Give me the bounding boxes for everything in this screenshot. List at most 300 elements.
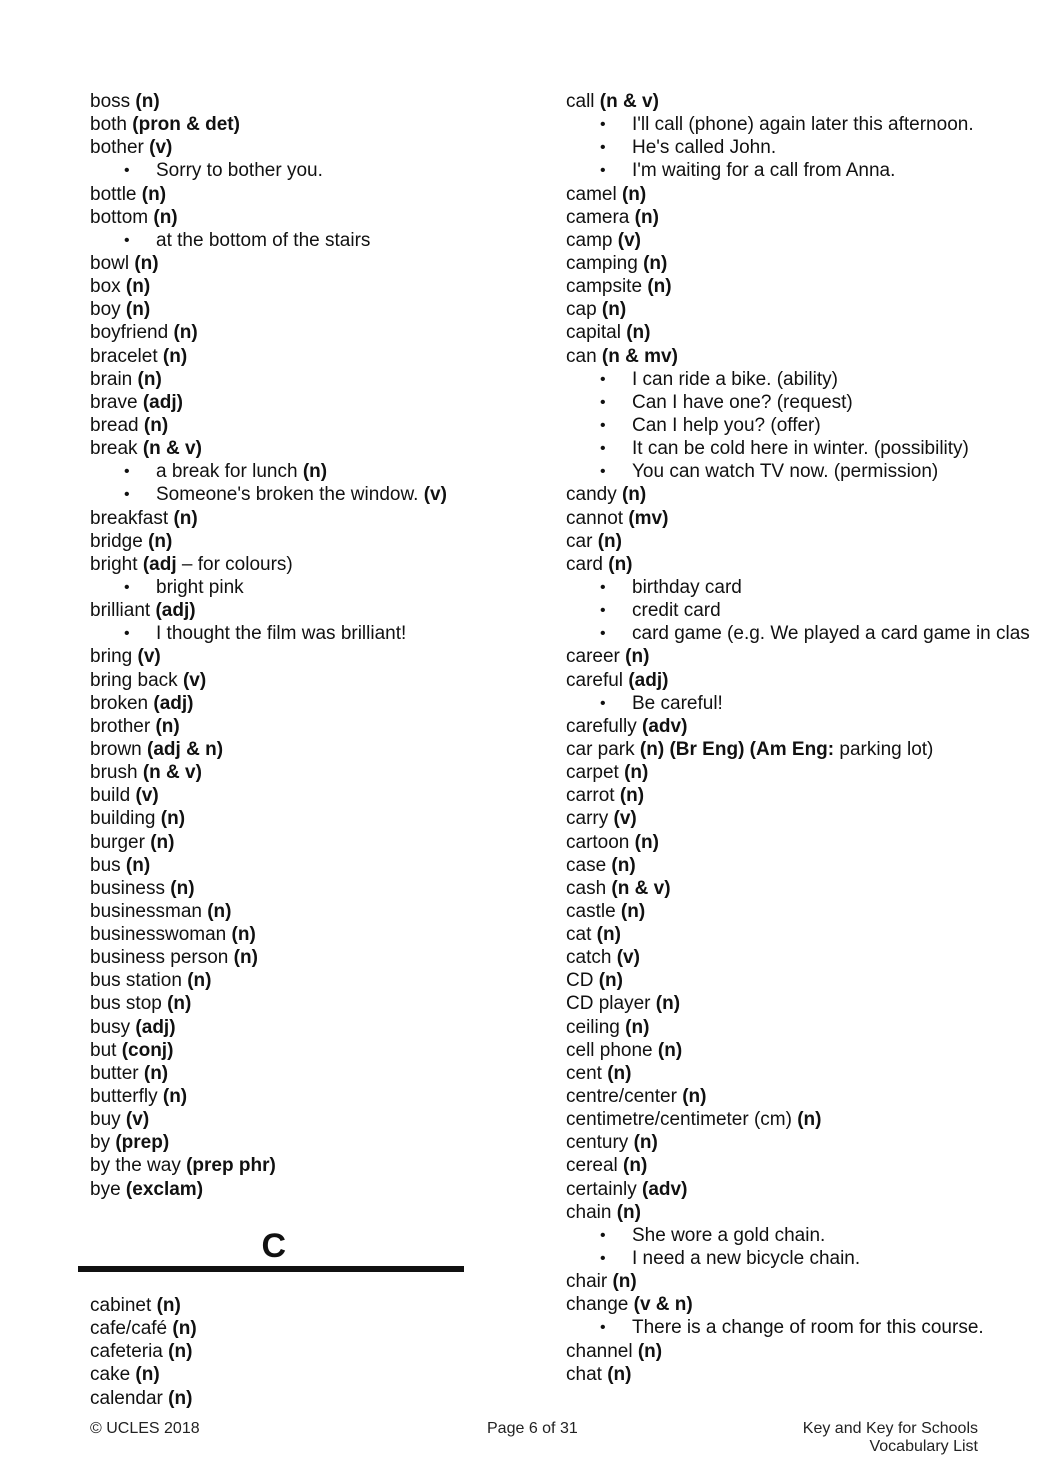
part-of-speech: (n) (207, 900, 232, 922)
headword: bowl (90, 252, 130, 274)
vocab-entry (566, 90, 1050, 113)
vocab-entry (90, 738, 490, 761)
headword: boy (90, 299, 121, 321)
headword: brother (90, 715, 151, 737)
example-text: I need a new bicycle chain. (632, 1248, 861, 1270)
vocab-entry (566, 345, 1050, 368)
vocab-entry (566, 1201, 1050, 1224)
headword: boyfriend (90, 322, 169, 344)
example-line (90, 460, 490, 483)
vocab-entry (90, 946, 490, 969)
headword: bright (90, 553, 138, 575)
vocab-entry (90, 831, 490, 854)
example-line (566, 391, 1050, 414)
vocab-entry (566, 1039, 1050, 1062)
example-line (566, 414, 1050, 437)
vocab-entry (566, 645, 1050, 668)
vocab-entry (90, 345, 490, 368)
example-line (90, 483, 490, 506)
headword: burger (90, 831, 145, 853)
vocab-entry (566, 831, 1050, 854)
part-of-speech: (n) (231, 924, 256, 946)
example-line (566, 622, 1050, 645)
part-of-speech: (n) (598, 970, 623, 992)
vocab-entry (566, 1062, 1050, 1085)
part-of-speech: (n) (616, 1201, 641, 1223)
vocab-entry (90, 183, 490, 206)
part-of-speech: (n) (637, 1340, 663, 1362)
vocab-entry (566, 483, 1050, 506)
part-of-speech: (n) (633, 1132, 658, 1154)
part-of-speech: (n & v) (611, 877, 671, 899)
vocab-entry (90, 1363, 490, 1386)
part-of-speech: (adj & n) (147, 738, 224, 760)
headword: carefully (566, 715, 637, 737)
example-text: Can I have one? (request) (632, 391, 853, 413)
vocab-entry (90, 807, 490, 830)
vocab-entry (90, 784, 490, 807)
part-of-speech: (n) (643, 252, 668, 274)
part-of-speech: (n) (162, 345, 188, 367)
part-of-speech: (n) (596, 924, 621, 946)
example-text: card game (e.g. We played a card game in clas (632, 623, 1030, 645)
vocab-entry (566, 206, 1050, 229)
vocab-entry (566, 1293, 1050, 1316)
example-text: He's called John. (632, 137, 777, 159)
part-of-speech: (n) (597, 530, 622, 552)
part-of-speech: (n) (125, 854, 151, 876)
headword: bottle (90, 183, 137, 205)
part-of-speech: (n) (621, 484, 647, 506)
headword: cap (566, 299, 597, 321)
headword: but (90, 1039, 117, 1061)
headword: cabinet (90, 1295, 152, 1316)
part-of-speech: (n) (135, 1364, 160, 1386)
example-text: I thought the film was brilliant! (156, 623, 407, 645)
example-line (566, 1247, 1050, 1270)
vocab-entry (566, 1108, 1050, 1131)
headword: CD player (566, 993, 651, 1015)
headword: certainly (566, 1178, 637, 1200)
vocab-entry (566, 738, 1050, 761)
headword: chain (566, 1201, 612, 1223)
headword: century (566, 1132, 629, 1154)
part-of-speech: (adj (142, 553, 177, 575)
part-of-speech: (adv) (642, 1178, 688, 1200)
part-of-speech: (n) (153, 206, 178, 228)
headword: cat (566, 924, 592, 946)
headword: cartoon (566, 831, 630, 853)
part-of-speech: (n & mv) (601, 345, 678, 367)
part-of-speech: (n) (302, 461, 328, 483)
headword: CD (566, 970, 594, 992)
headword: bread (90, 414, 139, 436)
headword: brilliant (90, 600, 151, 622)
vocab-entry (566, 507, 1050, 530)
vocab-entry (90, 645, 490, 668)
headword: boss (90, 91, 131, 112)
vocab-entry (90, 992, 490, 1015)
part-of-speech: (n) (168, 1341, 193, 1363)
headword: car (566, 530, 593, 552)
vocab-entry (566, 923, 1050, 946)
headword: cannot (566, 507, 624, 529)
headword: chair (566, 1271, 608, 1293)
vocab-entry (90, 1154, 490, 1177)
vocab-entry (90, 1131, 490, 1154)
vocab-entry (90, 1340, 490, 1363)
headword: both (90, 114, 127, 136)
example-line (90, 229, 490, 252)
example-line (566, 159, 1050, 182)
part-of-speech: (n) (655, 993, 681, 1015)
example-text: She wore a gold chain. (632, 1224, 826, 1246)
part-of-speech: (n) (619, 785, 645, 807)
vocab-entry (90, 113, 490, 136)
headword: break (90, 438, 138, 460)
vocab-entry (90, 275, 490, 298)
example-text: I can ride a bike. (ability) (632, 368, 838, 390)
vocab-entry (90, 298, 490, 321)
part-of-speech: (n) (125, 299, 151, 321)
example-text: It can be cold here in winter. (possibility) (632, 438, 969, 460)
vocab-entry (90, 1108, 490, 1131)
example-text: Someone's broken the window. (156, 484, 419, 506)
part-of-speech: (v) (616, 947, 640, 969)
part-of-speech: (n) (134, 252, 159, 274)
vocab-entry (90, 437, 490, 460)
part-of-speech: (v) (613, 808, 637, 830)
vocab-entry (566, 1178, 1050, 1201)
vocab-entry (90, 1016, 490, 1039)
vocab-entry (566, 553, 1050, 576)
part-of-speech: (v) (182, 669, 207, 691)
headword: centimetre/centimeter (cm) (566, 1109, 792, 1131)
part-of-speech: (n) (135, 91, 160, 112)
part-of-speech: (n) (657, 1039, 683, 1061)
vocab-entry (90, 715, 490, 738)
headword: bother (90, 137, 144, 159)
part-of-speech: (n) (137, 368, 162, 390)
headword: cell phone (566, 1039, 653, 1061)
example-line (566, 1224, 1050, 1247)
part-of-speech: (n) (160, 808, 186, 830)
part-of-speech: (v) (423, 484, 447, 506)
vocab-entry (90, 900, 490, 923)
vocab-entry (566, 761, 1050, 784)
headword: bring (90, 646, 133, 668)
example-line (566, 576, 1050, 599)
headword: brown (90, 738, 142, 760)
headword: business (90, 877, 165, 899)
headword: career (566, 646, 620, 668)
headword: change (566, 1294, 629, 1316)
example-text: credit card (632, 600, 721, 622)
vocab-entry (566, 969, 1050, 992)
vocab-entry (90, 923, 490, 946)
headword: butter (90, 1062, 139, 1084)
example-text: bright pink (156, 576, 244, 598)
part-of-speech: (n) (233, 947, 258, 969)
vocab-entry (566, 1016, 1050, 1039)
headword: brave (90, 391, 138, 413)
part-of-speech: (prep) (115, 1132, 170, 1154)
headword: catch (566, 947, 612, 969)
part-of-speech: (adv) (642, 715, 688, 737)
vocab-entry (90, 136, 490, 159)
headword: bus stop (90, 993, 162, 1015)
vocab-entry (90, 1178, 490, 1201)
vocab-entry (566, 877, 1050, 900)
headword: ceiling (566, 1016, 620, 1038)
part-of-speech: (n) (187, 970, 212, 992)
vocab-entry (90, 969, 490, 992)
headword: castle (566, 900, 616, 922)
vocab-entry (90, 1062, 490, 1085)
example-text: I'm waiting for a call from Anna. (632, 160, 896, 182)
vocab-entry (566, 298, 1050, 321)
part-of-speech: (n) (155, 715, 180, 737)
part-of-speech: (adj) (155, 600, 196, 622)
vocab-entry (90, 1085, 490, 1108)
part-of-speech: (v) (149, 137, 173, 159)
headword: calendar (90, 1387, 163, 1409)
part-of-speech: (n) (682, 1086, 707, 1108)
part-of-speech: (n & v) (142, 438, 202, 460)
headword: centre/center (566, 1086, 677, 1108)
example-line (566, 368, 1050, 391)
example-text: Can I help you? (offer) (632, 414, 821, 436)
vocab-entry (90, 368, 490, 391)
vocab-entry (90, 90, 490, 113)
vocab-entry (90, 1039, 490, 1062)
headword: chat (566, 1363, 602, 1385)
headword: bus (90, 854, 121, 876)
vocab-entry (566, 1340, 1050, 1363)
headword: cafe/café (90, 1318, 168, 1340)
part-of-speech: (n) (608, 553, 633, 575)
example-line (90, 622, 490, 645)
part-of-speech: (v & n) (633, 1294, 693, 1316)
headword: carrot (566, 785, 615, 807)
headword: businessman (90, 900, 202, 922)
example-text: There is a change of room for this course. (632, 1317, 984, 1339)
part-of-speech: (n) (148, 530, 173, 552)
part-of-speech: (n) (125, 276, 151, 298)
vocab-entry (90, 553, 490, 576)
vocab-entry (566, 992, 1050, 1015)
part-of-speech: (n) (150, 831, 175, 853)
vocab-entry (90, 206, 490, 229)
vocab-entry (566, 854, 1050, 877)
part-of-speech: (n) (607, 1062, 632, 1084)
vocab-entry (566, 1085, 1050, 1108)
usage-note: parking lot) (834, 738, 934, 760)
part-of-speech: (n & v) (142, 762, 202, 784)
vocab-entry (90, 507, 490, 530)
vocab-entry (90, 391, 490, 414)
example-text: Sorry to bother you. (156, 160, 323, 182)
example-line (566, 599, 1050, 622)
example-text: a break for lunch (156, 461, 298, 483)
vocab-entry (566, 252, 1050, 275)
vocab-entry (566, 1363, 1050, 1386)
headword: cake (90, 1364, 131, 1386)
vocab-entry (566, 715, 1050, 738)
part-of-speech: (conj) (121, 1039, 174, 1061)
left-column-c (90, 1294, 490, 1410)
headword: campsite (566, 276, 643, 298)
headword: by the way (90, 1155, 181, 1177)
example-text: You can watch TV now. (permission) (632, 461, 939, 483)
part-of-speech: (n) (172, 1318, 197, 1340)
headword: bring back (90, 669, 178, 691)
vocab-entry (566, 784, 1050, 807)
headword: businesswoman (90, 924, 227, 946)
headword: breakfast (90, 507, 169, 529)
part-of-speech: (n) (625, 1016, 650, 1038)
example-line (90, 576, 490, 599)
headword: brain (90, 368, 133, 390)
part-of-speech: (n) (626, 322, 651, 344)
example-text: birthday card (632, 576, 742, 598)
part-of-speech: (n) (Br Eng) (Am Eng: (639, 738, 835, 760)
headword: carry (566, 808, 609, 830)
vocab-entry (90, 692, 490, 715)
section-heading-c (78, 1222, 464, 1272)
part-of-speech: (n) (607, 1363, 632, 1385)
headword: channel (566, 1340, 633, 1362)
headword: business person (90, 947, 229, 969)
vocab-entry (90, 669, 490, 692)
example-line (566, 1316, 1050, 1339)
headword: bridge (90, 530, 143, 552)
example-text: Be careful! (632, 692, 723, 714)
part-of-speech: (adj) (135, 1016, 176, 1038)
part-of-speech: (mv) (628, 507, 669, 529)
part-of-speech: (n) (634, 831, 659, 853)
part-of-speech: (adj) (142, 391, 183, 413)
part-of-speech: (n) (156, 1295, 181, 1316)
vocab-entry (90, 530, 490, 553)
vocab-entry (566, 275, 1050, 298)
part-of-speech: (n) (620, 900, 646, 922)
part-of-speech: (n) (162, 1086, 188, 1108)
footer-copyright: © UCLES 2018 (90, 1420, 200, 1437)
part-of-speech: (n & v) (599, 91, 659, 112)
vocab-entry (566, 1131, 1050, 1154)
headword: building (90, 808, 156, 830)
part-of-speech: (n) (170, 877, 195, 899)
part-of-speech: (adj) (628, 669, 669, 691)
example-line (90, 159, 490, 182)
headword: careful (566, 669, 624, 691)
headword: cent (566, 1062, 602, 1084)
headword: bye (90, 1178, 121, 1200)
vocab-entry (566, 183, 1050, 206)
part-of-speech: (n) (173, 322, 198, 344)
part-of-speech: (n) (143, 1062, 169, 1084)
vocab-entry (90, 414, 490, 437)
part-of-speech: (prep phr) (186, 1155, 276, 1177)
part-of-speech: (exclam) (125, 1178, 204, 1200)
vocab-entry (90, 877, 490, 900)
example-text: at the bottom of the stairs (156, 229, 371, 251)
part-of-speech: (v) (135, 785, 159, 807)
vocab-entry (566, 229, 1050, 252)
part-of-speech: (n) (612, 1271, 637, 1293)
vocab-entry (566, 530, 1050, 553)
headword: can (566, 345, 597, 367)
headword: brush (90, 762, 138, 784)
part-of-speech: (n) (143, 414, 169, 436)
headword: cereal (566, 1155, 618, 1177)
headword: carpet (566, 762, 619, 784)
vocab-entry (90, 1387, 490, 1410)
headword: camp (566, 229, 613, 251)
headword: camping (566, 252, 638, 274)
vocab-entry (566, 1270, 1050, 1293)
part-of-speech: (adj) (153, 692, 194, 714)
usage-note: – for colours) (176, 553, 293, 575)
headword: bus station (90, 970, 182, 992)
headword: build (90, 785, 131, 807)
headword: buy (90, 1109, 121, 1131)
example-line (566, 136, 1050, 159)
headword: butterfly (90, 1086, 158, 1108)
vocab-entry (566, 807, 1050, 830)
vocab-entry (566, 1154, 1050, 1177)
vocab-entry (566, 900, 1050, 923)
part-of-speech: (n) (625, 646, 650, 668)
part-of-speech: (n) (634, 206, 659, 228)
part-of-speech: (v) (617, 229, 641, 251)
headword: by (90, 1132, 111, 1154)
footer-title-line2: Vocabulary List (869, 1438, 978, 1455)
headword: broken (90, 692, 149, 714)
part-of-speech: (n) (167, 993, 192, 1015)
part-of-speech: (n) (647, 276, 672, 298)
example-line (566, 460, 1050, 483)
part-of-speech: (n) (601, 299, 627, 321)
headword: cash (566, 877, 607, 899)
part-of-speech: (n) (141, 183, 167, 205)
vocab-entry (566, 669, 1050, 692)
footer-title (803, 1420, 978, 1456)
headword: bottom (90, 206, 149, 228)
headword: card (566, 553, 603, 575)
part-of-speech: (n) (623, 1155, 648, 1177)
headword: busy (90, 1016, 131, 1038)
vocab-entry (90, 1317, 490, 1340)
headword: cafeteria (90, 1341, 163, 1363)
section-rule (78, 1266, 464, 1272)
part-of-speech: (n) (611, 854, 636, 876)
left-column (90, 90, 490, 1201)
headword: call (566, 91, 595, 112)
part-of-speech: (n) (797, 1109, 822, 1131)
part-of-speech: (v) (137, 646, 161, 668)
part-of-speech: (v) (125, 1109, 150, 1131)
vocab-entry (566, 946, 1050, 969)
headword: camera (566, 206, 630, 228)
example-line (566, 113, 1050, 136)
headword: bracelet (90, 345, 158, 367)
vocab-entry (90, 252, 490, 275)
vocab-entry (90, 321, 490, 344)
vocab-entry (566, 321, 1050, 344)
example-text: I'll call (phone) again later this afternoon. (632, 114, 974, 136)
